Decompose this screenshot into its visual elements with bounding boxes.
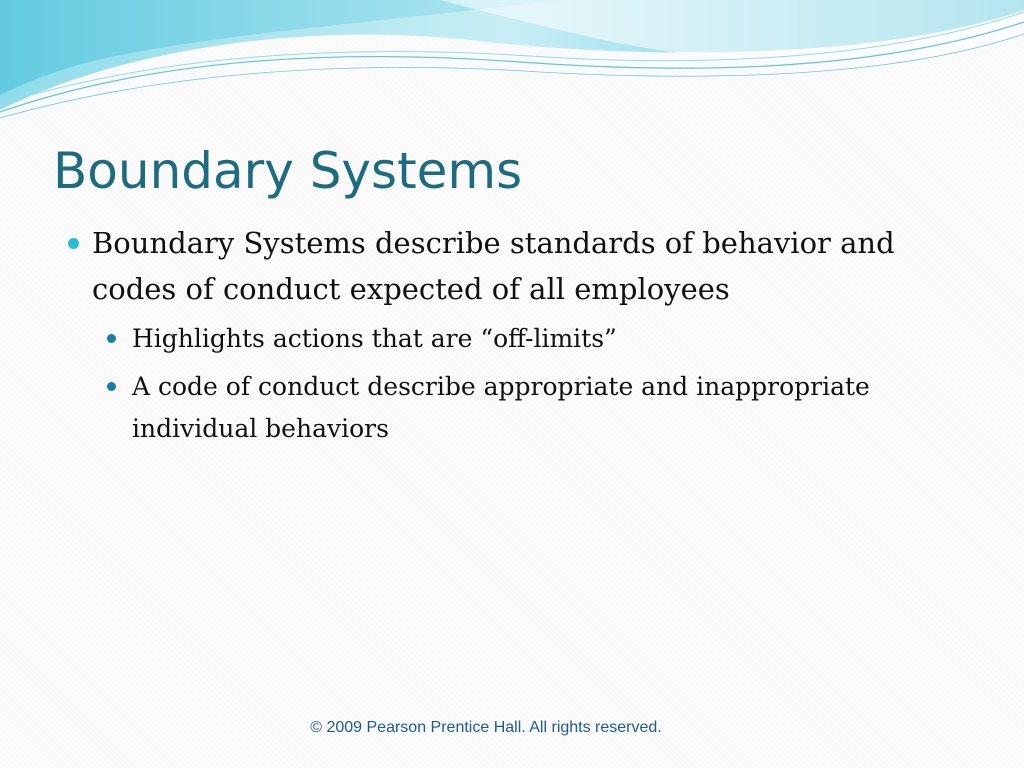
copyright-footer: © 2009 Pearson Prentice Hall. All rights reserved. [310, 719, 662, 736]
sub-bullet-item [92, 318, 962, 360]
sub-bullet-list [92, 318, 962, 450]
sub-bullet-dot-icon [107, 382, 116, 391]
bullet-text: Boundary Systems describe standards of behavior and codes of conduct expected of all employees [92, 226, 895, 306]
sub-bullet-text: Highlights actions that are “off-limits” [132, 324, 617, 353]
slide-title: Boundary Systems [53, 142, 523, 200]
sub-bullet-dot-icon [107, 334, 116, 343]
bullet-item [62, 220, 962, 450]
sub-bullet-item [92, 366, 962, 450]
sub-bullet-text: A code of conduct describe appropriate and inappropriate individual behaviors [132, 372, 870, 443]
bullet-dot-icon [68, 238, 79, 249]
header-wave-decoration [0, 0, 1024, 130]
bullet-list [62, 220, 962, 456]
